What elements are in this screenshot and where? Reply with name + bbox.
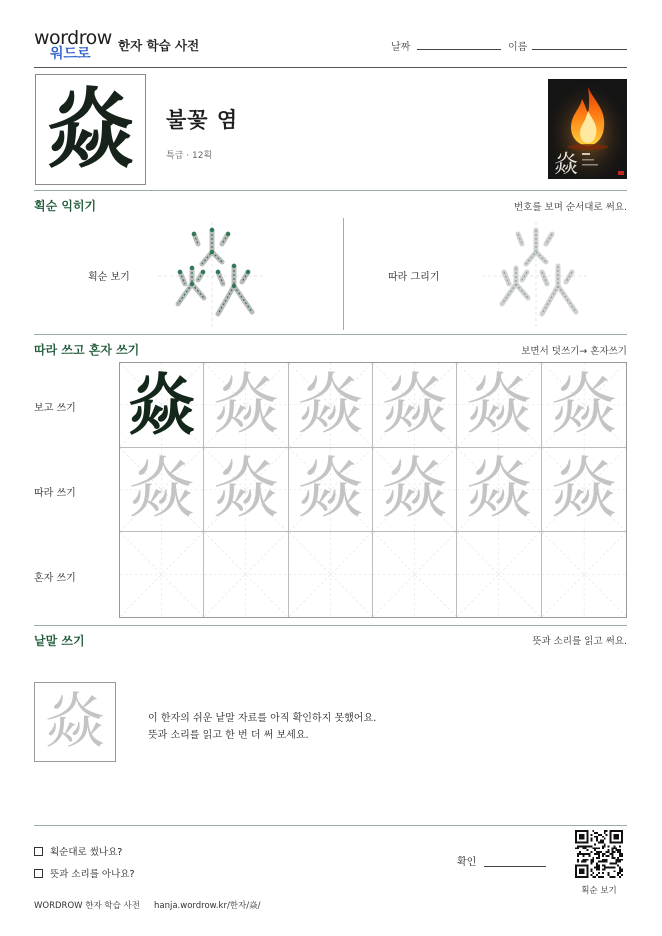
row-label-look-write: 보고 쓰기 bbox=[34, 403, 76, 414]
date-label: 날짜 bbox=[391, 42, 411, 53]
practice-grid bbox=[119, 362, 627, 618]
practice-cell-solo[interactable] bbox=[457, 532, 541, 617]
guide-character: 焱 bbox=[550, 450, 617, 528]
guide-character: 焱 bbox=[465, 365, 532, 443]
practice-cell-trace[interactable] bbox=[373, 448, 457, 533]
guide-lines bbox=[204, 532, 287, 617]
vocab-note: 뜻과 소리를 읽고 써요. bbox=[532, 636, 627, 647]
practice-cell-look[interactable] bbox=[457, 363, 541, 448]
logo-wordmark: wordrow bbox=[34, 27, 112, 49]
model-character: 焱 bbox=[128, 365, 195, 444]
guide-character: 焱 bbox=[212, 450, 279, 528]
checklist-label: 뜻과 소리를 아나요? bbox=[50, 869, 135, 880]
practice-cell-solo[interactable] bbox=[542, 532, 626, 617]
vocab-message-line2: 뜻과 소리를 읽고 한 번 더 써 보세요. bbox=[148, 730, 309, 741]
practice-cell-look[interactable] bbox=[373, 363, 457, 448]
practice-cell-look[interactable] bbox=[204, 363, 288, 448]
guide-character: 焱 bbox=[128, 450, 195, 528]
logo-korean: 워드로 bbox=[50, 46, 91, 62]
stroke-order-note: 번호를 보며 순서대로 써요. bbox=[513, 202, 627, 213]
confirm-label: 확인 bbox=[457, 857, 477, 868]
checklist-item-meaning-sound[interactable] bbox=[34, 866, 135, 880]
guide-lines bbox=[289, 532, 372, 617]
guide-lines bbox=[457, 532, 540, 617]
app-title: 한자 학습 사전 bbox=[118, 38, 200, 53]
practice-note: 보면서 덧쓰기→ 혼자쓰기 bbox=[521, 346, 627, 357]
practice-cell-trace[interactable] bbox=[542, 448, 626, 533]
hero-divider bbox=[34, 190, 627, 191]
qr-label: 획순 보기 bbox=[581, 886, 617, 896]
guide-character: 焱 bbox=[381, 450, 448, 528]
section-title-practice: 따라 쓰고 혼자 쓰기 bbox=[34, 343, 140, 357]
section-title-vocab: 낱말 쓰기 bbox=[34, 634, 85, 648]
flame-icon bbox=[548, 79, 627, 179]
practice-cell-solo[interactable] bbox=[204, 532, 288, 617]
checkbox-icon[interactable] bbox=[34, 847, 43, 856]
header-divider bbox=[34, 67, 627, 68]
stroke-divider bbox=[34, 334, 627, 335]
guide-lines bbox=[120, 532, 203, 617]
practice-cell-solo[interactable] bbox=[289, 532, 373, 617]
guide-lines bbox=[542, 532, 626, 617]
name-field[interactable] bbox=[532, 49, 627, 50]
footer-brand: WORDROW 한자 학습 사전 bbox=[34, 901, 140, 911]
practice-cell-trace[interactable] bbox=[120, 448, 204, 533]
guide-lines bbox=[373, 532, 456, 617]
wordrow-logo[interactable] bbox=[34, 28, 114, 66]
practice-cell-look[interactable] bbox=[289, 363, 373, 448]
stroke-trace-diagram[interactable] bbox=[482, 222, 590, 330]
practice-cell-look[interactable] bbox=[120, 363, 204, 448]
hero-character: 焱 bbox=[47, 78, 134, 180]
guide-character: 焱 bbox=[550, 365, 617, 443]
vocab-character: 焱 bbox=[45, 687, 105, 757]
practice-divider bbox=[34, 625, 627, 626]
hero-character-box bbox=[35, 74, 146, 185]
practice-cell-solo[interactable] bbox=[120, 532, 204, 617]
svg-text:焱: 焱 bbox=[554, 150, 578, 178]
section-title-stroke-order: 획순 익히기 bbox=[34, 199, 97, 213]
checklist-label: 획순대로 썼나요? bbox=[50, 847, 123, 858]
practice-cell-trace[interactable] bbox=[457, 448, 541, 533]
checkbox-icon[interactable] bbox=[34, 869, 43, 878]
row-label-trace-write: 따라 쓰기 bbox=[34, 488, 76, 499]
confirm-signature-field[interactable] bbox=[484, 866, 546, 867]
row-label-solo-write: 혼자 쓰기 bbox=[34, 573, 76, 584]
trace-draw-label: 따라 그리기 bbox=[388, 272, 440, 283]
checklist-item-stroke-order[interactable] bbox=[34, 844, 122, 858]
practice-cell-trace[interactable] bbox=[289, 448, 373, 533]
date-field[interactable] bbox=[417, 49, 501, 50]
guide-character: 焱 bbox=[297, 365, 364, 443]
flame-illustration bbox=[548, 79, 627, 179]
stroke-section-divider bbox=[343, 218, 344, 330]
practice-cell-solo[interactable] bbox=[373, 532, 457, 617]
guide-character: 焱 bbox=[465, 450, 532, 528]
guide-character: 焱 bbox=[212, 365, 279, 443]
hero-grade-strokes: 특급 · 12획 bbox=[166, 151, 213, 161]
guide-character: 焱 bbox=[297, 450, 364, 528]
vocab-character-box[interactable] bbox=[34, 682, 116, 762]
stroke-order-diagram[interactable] bbox=[158, 222, 266, 330]
vocab-message-line1: 이 한자의 쉬운 낱말 자료를 아직 확인하지 못했어요. bbox=[148, 713, 377, 724]
practice-cell-look[interactable] bbox=[542, 363, 626, 448]
footer-url[interactable]: hanja.wordrow.kr/한자/焱/ bbox=[154, 901, 261, 911]
qr-code-icon[interactable] bbox=[575, 830, 623, 878]
hero-meaning-sound: 불꽃 염 bbox=[166, 108, 239, 132]
practice-cell-trace[interactable] bbox=[204, 448, 288, 533]
footer-divider bbox=[34, 825, 627, 826]
name-label: 이름 bbox=[508, 42, 528, 53]
stroke-view-label: 획순 보기 bbox=[88, 272, 130, 283]
guide-character: 焱 bbox=[381, 365, 448, 443]
